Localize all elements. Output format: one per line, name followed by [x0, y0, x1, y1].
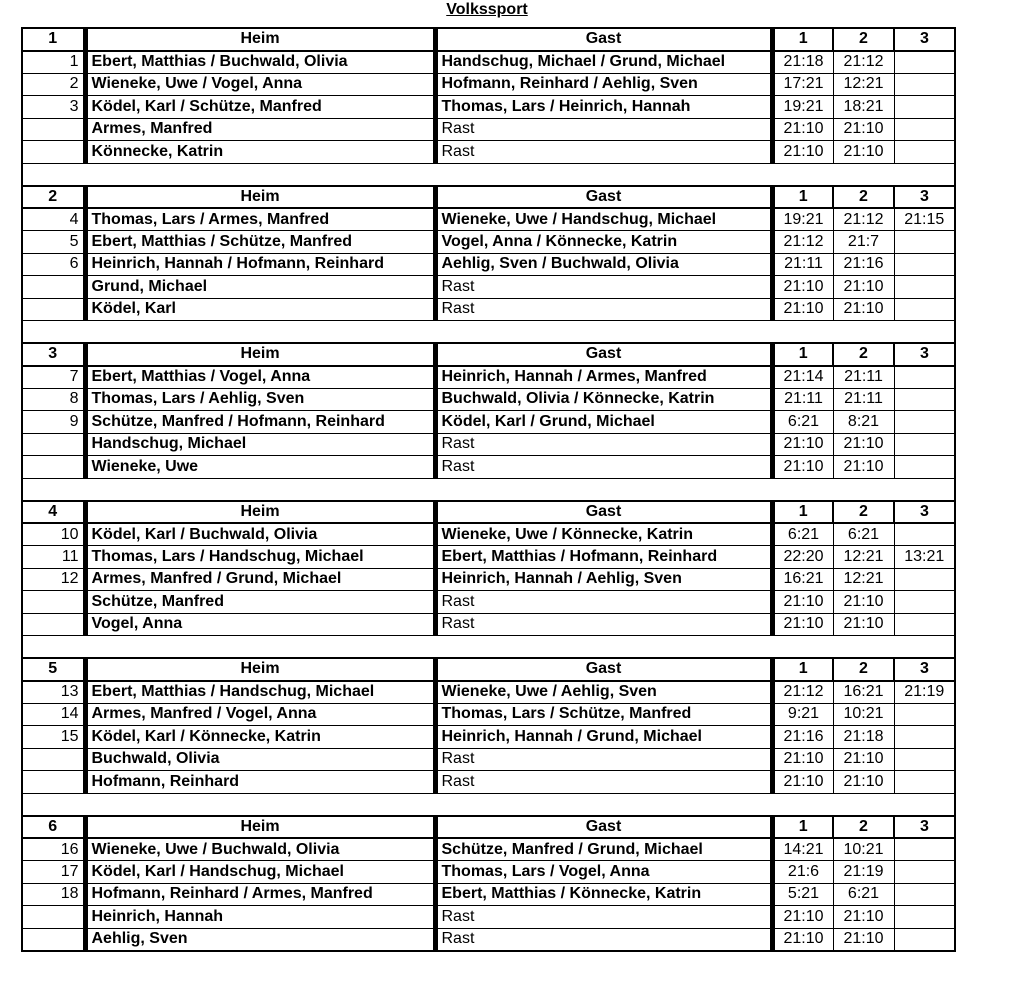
game-row — [22, 298, 955, 321]
game-number: 2 — [22, 73, 85, 96]
home-team: Heinrich, Hannah / Hofmann, Reinhard — [85, 253, 435, 276]
game-number — [22, 928, 85, 951]
game-number: 18 — [22, 883, 85, 906]
guest-team: Buchwald, Olivia / Könnecke, Katrin — [435, 388, 772, 411]
set-1-score: 21:10 — [772, 118, 833, 141]
round-spacer — [22, 793, 955, 816]
home-team: Könnecke, Katrin — [85, 141, 435, 164]
set-3-score — [894, 388, 955, 411]
guest-team: Ebert, Matthias / Könnecke, Katrin — [435, 883, 772, 906]
game-number: 8 — [22, 388, 85, 411]
game-row — [22, 613, 955, 636]
game-row — [22, 208, 955, 231]
set-1-score: 21:10 — [772, 433, 833, 456]
round-spacer — [22, 321, 955, 344]
round-spacer — [22, 636, 955, 659]
home-team: Armes, Manfred / Grund, Michael — [85, 568, 435, 591]
set-2-score: 18:21 — [833, 96, 894, 119]
header-set-3: 3 — [894, 501, 955, 524]
set-3-score — [894, 523, 955, 546]
set-1-score: 14:21 — [772, 838, 833, 861]
home-team: Ebert, Matthias / Buchwald, Olivia — [85, 51, 435, 74]
set-2-score: 21:10 — [833, 456, 894, 479]
set-3-score — [894, 591, 955, 614]
header-heim: Heim — [85, 816, 435, 839]
set-3-score: 13:21 — [894, 546, 955, 569]
guest-team: Schütze, Manfred / Grund, Michael — [435, 838, 772, 861]
spacer-cell — [22, 636, 955, 659]
set-3-score: 21:15 — [894, 208, 955, 231]
guest-team: Rast — [435, 748, 772, 771]
game-number: 3 — [22, 96, 85, 119]
set-3-score — [894, 411, 955, 434]
game-number: 4 — [22, 208, 85, 231]
set-1-score: 9:21 — [772, 703, 833, 726]
set-2-score: 21:12 — [833, 51, 894, 74]
set-1-score: 16:21 — [772, 568, 833, 591]
set-1-score: 19:21 — [772, 208, 833, 231]
header-heim: Heim — [85, 658, 435, 681]
round-header-row — [22, 28, 955, 51]
header-set-2: 2 — [833, 343, 894, 366]
round-header-row — [22, 501, 955, 524]
set-2-score: 21:10 — [833, 771, 894, 794]
game-number — [22, 591, 85, 614]
guest-team: Rast — [435, 118, 772, 141]
header-set-1: 1 — [772, 28, 833, 51]
header-set-1: 1 — [772, 186, 833, 209]
set-3-score — [894, 703, 955, 726]
set-1-score: 21:10 — [772, 591, 833, 614]
header-set-2: 2 — [833, 186, 894, 209]
game-number — [22, 906, 85, 929]
set-3-score — [894, 298, 955, 321]
guest-team: Rast — [435, 141, 772, 164]
home-team: Thomas, Lars / Armes, Manfred — [85, 208, 435, 231]
game-row — [22, 388, 955, 411]
header-set-3: 3 — [894, 816, 955, 839]
home-team: Hofmann, Reinhard / Armes, Manfred — [85, 883, 435, 906]
game-row — [22, 456, 955, 479]
header-gast: Gast — [435, 186, 772, 209]
round-header-row — [22, 658, 955, 681]
game-number — [22, 613, 85, 636]
game-number: 12 — [22, 568, 85, 591]
set-3-score — [894, 73, 955, 96]
set-3-score — [894, 366, 955, 389]
game-number — [22, 433, 85, 456]
guest-team: Rast — [435, 771, 772, 794]
game-number: 14 — [22, 703, 85, 726]
game-number: 11 — [22, 546, 85, 569]
header-heim: Heim — [85, 343, 435, 366]
schedule-body — [22, 28, 955, 951]
game-number: 9 — [22, 411, 85, 434]
header-set-1: 1 — [772, 658, 833, 681]
game-row — [22, 366, 955, 389]
home-team: Ebert, Matthias / Schütze, Manfred — [85, 231, 435, 254]
round-header-row — [22, 816, 955, 839]
round-number: 3 — [22, 343, 85, 366]
home-team: Ködel, Karl / Buchwald, Olivia — [85, 523, 435, 546]
set-2-score: 21:7 — [833, 231, 894, 254]
set-2-score: 10:21 — [833, 703, 894, 726]
guest-team: Rast — [435, 456, 772, 479]
home-team: Ködel, Karl — [85, 298, 435, 321]
header-set-1: 1 — [772, 343, 833, 366]
set-1-score: 21:10 — [772, 771, 833, 794]
set-2-score: 21:11 — [833, 388, 894, 411]
set-1-score: 21:18 — [772, 51, 833, 74]
home-team: Wieneke, Uwe / Vogel, Anna — [85, 73, 435, 96]
guest-team: Rast — [435, 591, 772, 614]
game-number: 10 — [22, 523, 85, 546]
game-row — [22, 703, 955, 726]
game-number — [22, 298, 85, 321]
game-number: 16 — [22, 838, 85, 861]
home-team: Thomas, Lars / Aehlig, Sven — [85, 388, 435, 411]
round-number: 2 — [22, 186, 85, 209]
home-team: Wieneke, Uwe — [85, 456, 435, 479]
home-team: Armes, Manfred — [85, 118, 435, 141]
game-row — [22, 253, 955, 276]
guest-team: Heinrich, Hannah / Grund, Michael — [435, 726, 772, 749]
set-2-score: 21:10 — [833, 298, 894, 321]
guest-team: Heinrich, Hannah / Aehlig, Sven — [435, 568, 772, 591]
set-3-score — [894, 456, 955, 479]
home-team: Thomas, Lars / Handschug, Michael — [85, 546, 435, 569]
game-number — [22, 748, 85, 771]
set-1-score: 21:14 — [772, 366, 833, 389]
game-row — [22, 523, 955, 546]
guest-team: Vogel, Anna / Könnecke, Katrin — [435, 231, 772, 254]
game-number — [22, 276, 85, 299]
guest-team: Rast — [435, 433, 772, 456]
home-team: Ködel, Karl / Schütze, Manfred — [85, 96, 435, 119]
set-3-score — [894, 276, 955, 299]
home-team: Grund, Michael — [85, 276, 435, 299]
set-2-score: 21:10 — [833, 928, 894, 951]
game-number: 17 — [22, 861, 85, 884]
header-heim: Heim — [85, 186, 435, 209]
set-2-score: 21:11 — [833, 366, 894, 389]
set-3-score — [894, 748, 955, 771]
set-3-score — [894, 861, 955, 884]
set-2-score: 21:18 — [833, 726, 894, 749]
game-row — [22, 141, 955, 164]
set-1-score: 19:21 — [772, 96, 833, 119]
game-row — [22, 883, 955, 906]
set-1-score: 21:16 — [772, 726, 833, 749]
header-gast: Gast — [435, 28, 772, 51]
set-1-score: 21:11 — [772, 388, 833, 411]
schedule-table — [21, 27, 956, 952]
game-number — [22, 456, 85, 479]
header-set-3: 3 — [894, 343, 955, 366]
game-row — [22, 433, 955, 456]
set-2-score: 12:21 — [833, 73, 894, 96]
game-row — [22, 73, 955, 96]
set-3-score — [894, 433, 955, 456]
round-spacer — [22, 163, 955, 186]
home-team: Schütze, Manfred — [85, 591, 435, 614]
round-number: 4 — [22, 501, 85, 524]
set-2-score: 21:19 — [833, 861, 894, 884]
game-row — [22, 118, 955, 141]
set-1-score: 22:20 — [772, 546, 833, 569]
game-number — [22, 771, 85, 794]
spacer-cell — [22, 793, 955, 816]
spacer-cell — [22, 478, 955, 501]
set-2-score: 21:10 — [833, 591, 894, 614]
header-set-2: 2 — [833, 658, 894, 681]
header-set-1: 1 — [772, 501, 833, 524]
set-2-score: 6:21 — [833, 523, 894, 546]
header-gast: Gast — [435, 658, 772, 681]
game-row — [22, 748, 955, 771]
set-3-score — [894, 253, 955, 276]
round-number: 6 — [22, 816, 85, 839]
game-row — [22, 276, 955, 299]
guest-team: Aehlig, Sven / Buchwald, Olivia — [435, 253, 772, 276]
set-2-score: 21:12 — [833, 208, 894, 231]
game-row — [22, 231, 955, 254]
home-team: Ködel, Karl / Könnecke, Katrin — [85, 726, 435, 749]
set-3-score — [894, 928, 955, 951]
set-1-score: 21:10 — [772, 748, 833, 771]
set-2-score: 16:21 — [833, 681, 894, 704]
game-row — [22, 838, 955, 861]
set-1-score: 6:21 — [772, 523, 833, 546]
set-2-score: 21:10 — [833, 748, 894, 771]
set-3-score — [894, 883, 955, 906]
guest-team: Heinrich, Hannah / Armes, Manfred — [435, 366, 772, 389]
guest-team: Rast — [435, 906, 772, 929]
guest-team: Rast — [435, 276, 772, 299]
guest-team: Thomas, Lars / Vogel, Anna — [435, 861, 772, 884]
set-2-score: 21:10 — [833, 118, 894, 141]
set-2-score: 12:21 — [833, 546, 894, 569]
set-3-score — [894, 771, 955, 794]
set-2-score: 21:10 — [833, 613, 894, 636]
guest-team: Thomas, Lars / Heinrich, Hannah — [435, 96, 772, 119]
set-2-score: 21:16 — [833, 253, 894, 276]
game-row — [22, 861, 955, 884]
header-gast: Gast — [435, 343, 772, 366]
set-2-score: 12:21 — [833, 568, 894, 591]
home-team: Armes, Manfred / Vogel, Anna — [85, 703, 435, 726]
game-row — [22, 591, 955, 614]
set-3-score — [894, 141, 955, 164]
game-number: 7 — [22, 366, 85, 389]
set-3-score — [894, 231, 955, 254]
round-number: 5 — [22, 658, 85, 681]
game-row — [22, 546, 955, 569]
game-number: 15 — [22, 726, 85, 749]
set-1-score: 21:10 — [772, 141, 833, 164]
round-spacer — [22, 478, 955, 501]
set-1-score: 21:10 — [772, 928, 833, 951]
set-2-score: 10:21 — [833, 838, 894, 861]
home-team: Vogel, Anna — [85, 613, 435, 636]
header-set-1: 1 — [772, 816, 833, 839]
set-2-score: 6:21 — [833, 883, 894, 906]
set-1-score: 21:10 — [772, 456, 833, 479]
game-row — [22, 411, 955, 434]
set-3-score — [894, 96, 955, 119]
set-3-score — [894, 613, 955, 636]
set-2-score: 21:10 — [833, 276, 894, 299]
set-2-score: 21:10 — [833, 433, 894, 456]
set-3-score — [894, 51, 955, 74]
guest-team: Rast — [435, 298, 772, 321]
header-heim: Heim — [85, 28, 435, 51]
game-number — [22, 118, 85, 141]
set-3-score — [894, 568, 955, 591]
guest-team: Thomas, Lars / Schütze, Manfred — [435, 703, 772, 726]
set-1-score: 5:21 — [772, 883, 833, 906]
set-1-score: 21:10 — [772, 276, 833, 299]
game-row — [22, 51, 955, 74]
game-number: 5 — [22, 231, 85, 254]
set-1-score: 21:6 — [772, 861, 833, 884]
home-team: Wieneke, Uwe / Buchwald, Olivia — [85, 838, 435, 861]
home-team: Aehlig, Sven — [85, 928, 435, 951]
page-title: Volkssport — [446, 1, 528, 18]
guest-team: Wieneke, Uwe / Handschug, Michael — [435, 208, 772, 231]
header-set-3: 3 — [894, 28, 955, 51]
home-team: Handschug, Michael — [85, 433, 435, 456]
set-2-score: 21:10 — [833, 906, 894, 929]
header-set-2: 2 — [833, 28, 894, 51]
set-2-score: 21:10 — [833, 141, 894, 164]
game-row — [22, 928, 955, 951]
guest-team: Ködel, Karl / Grund, Michael — [435, 411, 772, 434]
guest-team: Rast — [435, 928, 772, 951]
set-1-score: 21:11 — [772, 253, 833, 276]
guest-team: Hofmann, Reinhard / Aehlig, Sven — [435, 73, 772, 96]
round-number: 1 — [22, 28, 85, 51]
game-number — [22, 141, 85, 164]
set-1-score: 21:10 — [772, 613, 833, 636]
game-row — [22, 681, 955, 704]
game-row — [22, 568, 955, 591]
game-row — [22, 726, 955, 749]
game-number: 1 — [22, 51, 85, 74]
set-2-score: 8:21 — [833, 411, 894, 434]
set-1-score: 6:21 — [772, 411, 833, 434]
set-1-score: 17:21 — [772, 73, 833, 96]
home-team: Ködel, Karl / Handschug, Michael — [85, 861, 435, 884]
set-1-score: 21:12 — [772, 681, 833, 704]
set-1-score: 21:10 — [772, 906, 833, 929]
header-gast: Gast — [435, 501, 772, 524]
home-team: Ebert, Matthias / Vogel, Anna — [85, 366, 435, 389]
header-heim: Heim — [85, 501, 435, 524]
header-set-3: 3 — [894, 658, 955, 681]
guest-team: Ebert, Matthias / Hofmann, Reinhard — [435, 546, 772, 569]
game-row — [22, 906, 955, 929]
game-number: 13 — [22, 681, 85, 704]
spacer-cell — [22, 163, 955, 186]
set-3-score: 21:19 — [894, 681, 955, 704]
home-team: Heinrich, Hannah — [85, 906, 435, 929]
home-team: Buchwald, Olivia — [85, 748, 435, 771]
game-number: 6 — [22, 253, 85, 276]
game-row — [22, 96, 955, 119]
game-row — [22, 771, 955, 794]
set-3-score — [894, 118, 955, 141]
header-gast: Gast — [435, 816, 772, 839]
guest-team: Wieneke, Uwe / Aehlig, Sven — [435, 681, 772, 704]
header-set-2: 2 — [833, 816, 894, 839]
header-set-2: 2 — [833, 501, 894, 524]
round-header-row — [22, 343, 955, 366]
header-set-3: 3 — [894, 186, 955, 209]
round-header-row — [22, 186, 955, 209]
guest-team: Wieneke, Uwe / Könnecke, Katrin — [435, 523, 772, 546]
set-3-score — [894, 906, 955, 929]
home-team: Schütze, Manfred / Hofmann, Reinhard — [85, 411, 435, 434]
home-team: Hofmann, Reinhard — [85, 771, 435, 794]
set-3-score — [894, 726, 955, 749]
guest-team: Handschug, Michael / Grund, Michael — [435, 51, 772, 74]
set-1-score: 21:10 — [772, 298, 833, 321]
set-3-score — [894, 838, 955, 861]
home-team: Ebert, Matthias / Handschug, Michael — [85, 681, 435, 704]
set-1-score: 21:12 — [772, 231, 833, 254]
guest-team: Rast — [435, 613, 772, 636]
spacer-cell — [22, 321, 955, 344]
